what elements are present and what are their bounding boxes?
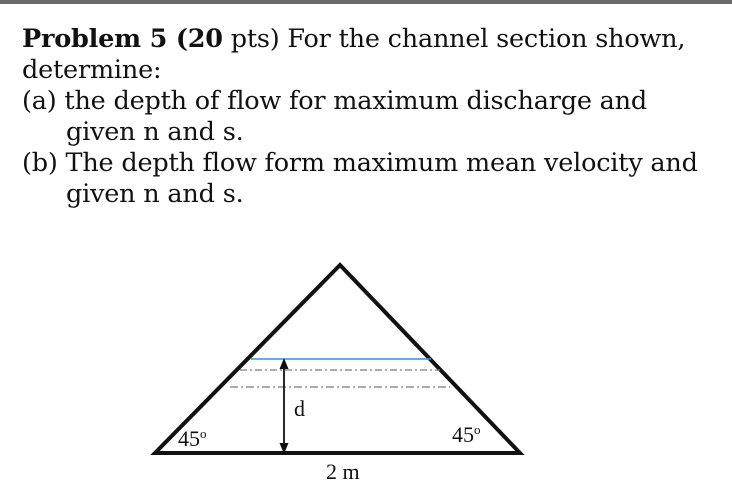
problem-intro: For the channel section shown, bbox=[287, 24, 686, 54]
right-angle-value: 45 bbox=[452, 422, 474, 447]
right-angle-label bbox=[452, 422, 481, 447]
channel-figure bbox=[150, 258, 530, 490]
problem-line-2: determine: bbox=[22, 55, 162, 85]
right-degree-mark: o bbox=[474, 422, 481, 437]
problem-statement bbox=[22, 24, 728, 210]
part-a-line-1: (a) the depth of flow for maximum discharge and bbox=[22, 86, 647, 116]
problem-points: pts) bbox=[230, 24, 280, 54]
problem-line-1 bbox=[22, 24, 728, 55]
part-b-line-1: (b) The depth flow form maximum mean velocity and bbox=[22, 148, 698, 178]
part-a-line-2: given n and s. bbox=[66, 117, 244, 147]
depth-label: d bbox=[294, 396, 305, 421]
left-angle-label bbox=[178, 426, 207, 451]
top-rule bbox=[0, 0, 732, 4]
left-degree-mark: o bbox=[200, 426, 207, 441]
bottom-width-label: 2 m bbox=[326, 459, 360, 484]
left-angle-value: 45 bbox=[178, 426, 200, 451]
problem-label: Problem 5 (20 bbox=[22, 24, 223, 54]
part-b-line-2: given n and s. bbox=[66, 179, 244, 209]
